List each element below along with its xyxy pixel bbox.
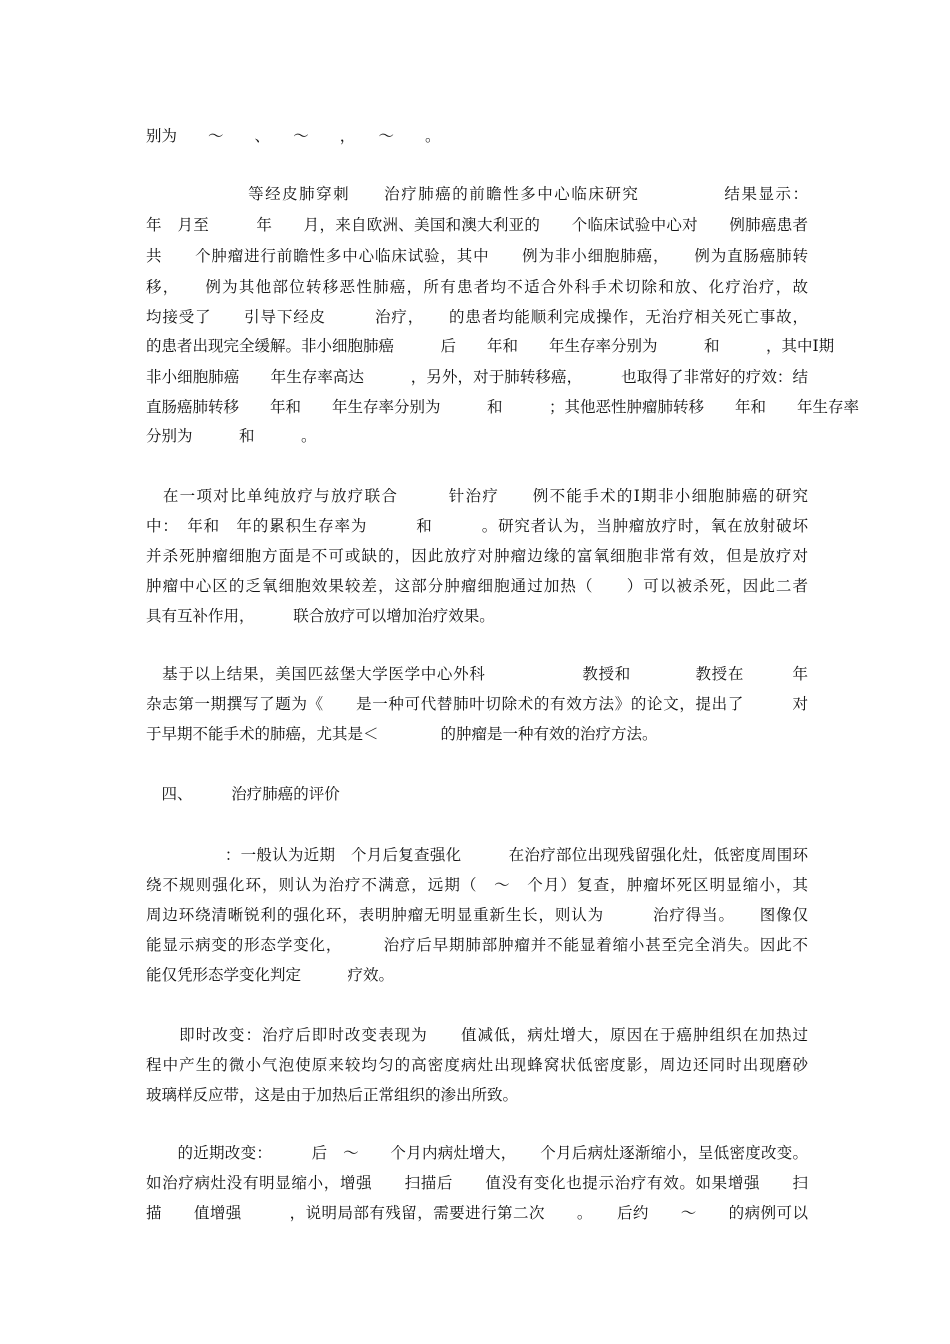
text-line: 等经皮肺穿刺 治疗肺癌的前瞻性多中心临床研究 结果显示： bbox=[146, 185, 808, 203]
text-line: 如治疗病灶没有明显缩小，增强 扫描后 值没有变化也提示治疗有效。如果增强 扫 bbox=[146, 1174, 808, 1192]
text-line: 直肠癌肺转移 年和 年生存率分别为 和 ；其他恶性肿瘤肺转移 年和 年生存率 bbox=[146, 398, 860, 416]
text-line: 的患者出现完全缓解。非小细胞肺癌 后 年和 年生存率分别为 和 ，其中Ⅰ期 bbox=[146, 337, 835, 355]
text-line: 均接受了 引导下经皮 治疗， 的患者均能顺利完成操作，无治疗相关死亡事故， bbox=[146, 308, 808, 326]
text-line: 具有互补作用， 联合放疗可以增加治疗效果。 bbox=[146, 607, 495, 625]
text-line: 移， 例为其他部位转移恶性肺癌，所有患者均不适合外科手术切除和放、化疗治疗，故 bbox=[146, 278, 808, 296]
text-line: ：一般认为近期 个月后复查强化 在治疗部位出现残留强化灶，低密度周围环 bbox=[146, 846, 808, 864]
text-line: 分别为 和 。 bbox=[146, 427, 317, 445]
text-line: 年 月至 年 月，来自欧洲、美国和澳大利亚的 个临床试验中心对 例肺癌患者 bbox=[146, 216, 808, 234]
text-line: 描 值增强 ，说明局部有残留，需要进行第二次 。 后约 ～ 的病例可以 bbox=[146, 1204, 808, 1222]
text-line: 即时改变：治疗后即时改变表现为 值减低，病灶增大，原因在于癌肿组织在加热过 bbox=[146, 1026, 808, 1044]
text-line: 能仅凭形态学变化判定 疗效。 bbox=[146, 966, 395, 984]
text-line: 肿瘤中心区的乏氧细胞效果较差，这部分肿瘤细胞通过加热（ ）可以被杀死，因此二者 bbox=[146, 577, 808, 595]
text-line: 的近期改变： 后 ～ 个月内病灶增大， 个月后病灶逐渐缩小，呈低密度改变。 bbox=[146, 1144, 808, 1162]
text-line: 基于以上结果，美国匹兹堡大学医学中心外科 教授和 教授在 年 bbox=[146, 665, 808, 683]
text-line: 能显示病变的形态学变化， 治疗后早期肺部肿瘤并不能显着缩小甚至完全消失。因此不 bbox=[146, 936, 808, 954]
text-line: 并杀死肿瘤细胞方面是不可或缺的，因此放疗对肿瘤边缘的富氧细胞非常有效，但是放疗对 bbox=[146, 547, 808, 565]
text-line: 周边环绕清晰锐利的强化环，表明肿瘤无明显重新生长，则认为 治疗得当。 图像仅 bbox=[146, 906, 808, 924]
text-line: 杂志第一期撰写了题为《 是一种可代替肺叶切除术的有效方法》的论文，提出了 对 bbox=[146, 695, 808, 713]
text-line: 绕不规则强化环，则认为治疗不满意，远期（ ～ 个月）复查，肿瘤坏死区明显缩小，其 bbox=[146, 876, 808, 894]
text-line: 在一项对比单纯放疗与放疗联合 针治疗 例不能手术的Ⅰ期非小细胞肺癌的研究 bbox=[146, 487, 808, 505]
text-line: 共 个肿瘤进行前瞻性多中心临床试验，其中 例为非小细胞肺癌， 例为直肠癌肺转 bbox=[146, 247, 808, 265]
text-line: 程中产生的微小气泡使原来较均匀的高密度病灶出现蜂窝状低密度影，周边还同时出现磨砂 bbox=[146, 1056, 808, 1074]
text-line: 非小细胞肺癌 年生存率高达 ，另外，对于肺转移癌， 也取得了非常好的疗效：结 bbox=[146, 368, 808, 386]
section-heading: 四、 治疗肺癌的评价 bbox=[146, 785, 340, 803]
text-line: 别为 ～ 、 ～ ， ～ 。 bbox=[146, 127, 441, 145]
text-line: 于早期不能手术的肺癌，尤其是＜ 的肿瘤是一种有效的治疗方法。 bbox=[146, 725, 658, 743]
text-line: 中： 年和 年的累积生存率为 和 。研究者认为，当肿瘤放疗时，氧在放射破坏 bbox=[146, 517, 808, 535]
text-line: 玻璃样反应带，这是由于加热后正常组织的渗出所致。 bbox=[146, 1086, 519, 1104]
